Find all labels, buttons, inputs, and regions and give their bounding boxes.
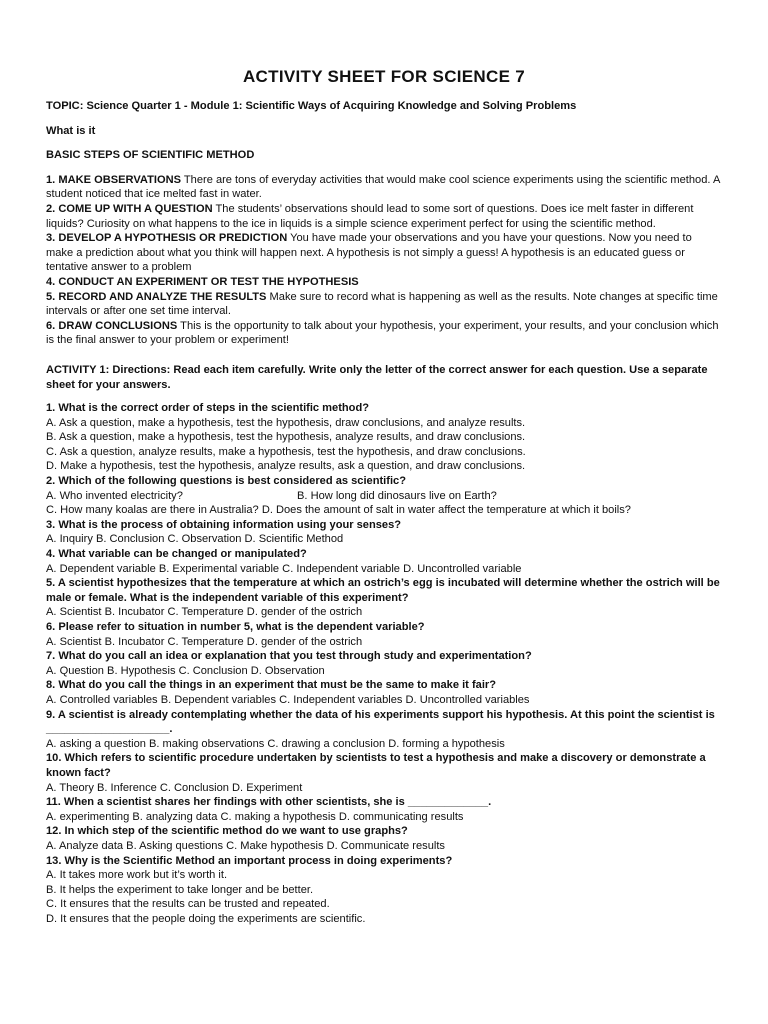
answer-option: A. Who invented electricity? xyxy=(46,489,183,502)
question-text: 1. What is the correct order of steps in the scientific method? xyxy=(46,402,370,415)
answer-option: A. Inquiry B. Conclusion C. Observation D. Scientific Method xyxy=(46,533,344,546)
answer-option: B. Ask a question, make a hypothesis, test the hypothesis, analyze results, and draw conclusions. xyxy=(46,431,526,444)
step-text: There are tons of everyday activities that would make cool science experiments using the scientific method. A student noticed that ice melted fast in water. xyxy=(46,173,720,201)
answer-option: C. It ensures that the results can be trusted and repeated. xyxy=(46,898,330,911)
step-text: You have made your observations and you have your questions. Now you need to make a prediction about what you think will happen next. A hypothesis is not simply a guess! A hypothesis is an educated guess or tentative answer to a problem xyxy=(46,232,692,274)
step-label: 2. COME UP WITH A QUESTION xyxy=(46,202,213,215)
activity-directions: ACTIVITY 1: Directions: Read each item carefully. Write only the letter of the correct answer for each question. Use a separate sheet for your answers. xyxy=(46,363,708,391)
question-text: 11. When a scientist shares her findings with other scientists, she is _____________. xyxy=(46,796,492,809)
answer-option: A. asking a question B. making observations C. drawing a conclusion D. forming a hypothesis xyxy=(46,737,505,750)
question-text: 2. Which of the following questions is best considered as scientific? xyxy=(46,475,406,488)
answer-option: B. It helps the experiment to take longer and be better. xyxy=(46,883,314,896)
topic-line: TOPIC: Science Quarter 1 - Module 1: Scientific Ways of Acquiring Knowledge and Solving Problems xyxy=(46,100,577,112)
step-label: 4. CONDUCT AN EXPERIMENT OR TEST THE HYPOTHESIS xyxy=(46,275,359,288)
answer-option: D. It ensures that the people doing the experiments are scientific. xyxy=(46,912,366,925)
question-text: 7. What do you call an idea or explanation that you test through study and experimentation? xyxy=(46,650,532,663)
answer-option: C. Ask a question, analyze results, make a hypothesis, test the hypothesis, and draw conclusions. xyxy=(46,445,526,458)
answer-option: A. Theory B. Inference C. Conclusion D. Experiment xyxy=(46,781,303,794)
answer-option: A. It takes more work but it’s worth it. xyxy=(46,869,228,882)
step-label: 3. DEVELOP A HYPOTHESIS OR PREDICTION xyxy=(46,232,288,245)
step-item xyxy=(46,290,722,319)
answer-option: A. Analyze data B. Asking questions C. Make hypothesis D. Communicate results xyxy=(46,839,445,852)
step-item xyxy=(46,202,722,231)
answer-option: A. Controlled variables B. Dependent variables C. Independent variables D. Uncontrolled variables xyxy=(46,693,530,706)
page-title: ACTIVITY SHEET FOR SCIENCE 7 xyxy=(242,67,526,86)
answer-option: D. Make a hypothesis, test the hypothesis, analyze results, ask a question, and draw conclusions. xyxy=(46,460,526,473)
step-label: 1. MAKE OBSERVATIONS xyxy=(46,173,181,186)
basic-steps-heading: BASIC STEPS OF SCIENTIFIC METHOD xyxy=(46,149,255,162)
step-item xyxy=(46,275,722,290)
what-is-it-heading: What is it xyxy=(46,124,96,137)
step-text: Make sure to record what is happening as well as the results. Note changes at specific time intervals or after one set time interval. xyxy=(46,290,718,318)
answer-option: A. Ask a question, make a hypothesis, test the hypothesis, draw conclusions, and analyze results. xyxy=(46,416,526,429)
question-text: 4. What variable can be changed or manipulated? xyxy=(46,548,307,561)
step-label: 6. DRAW CONCLUSIONS xyxy=(46,319,178,332)
step-item xyxy=(46,319,722,348)
question-text: 6. Please refer to situation in number 5, what is the dependent variable? xyxy=(46,621,425,633)
question-text: 10. Which refers to scientific procedure undertaken by scientists to test a hypothesis and make a discovery or demonstrate a known fact? xyxy=(46,752,706,779)
answer-option: A. Question B. Hypothesis C. Conclusion D. Observation xyxy=(46,664,325,677)
answer-option: A. Scientist B. Incubator C. Temperature D. gender of the ostrich xyxy=(46,635,363,648)
answer-option-row xyxy=(46,489,722,504)
answer-option: A. Scientist B. Incubator C. Temperature D. gender of the ostrich xyxy=(46,606,363,619)
question-text: 8. What do you call the things in an experiment that must be the same to make it fair? xyxy=(46,679,496,692)
steps-list xyxy=(46,173,722,348)
answer-option: A. experimenting B. analyzing data C. making a hypothesis D. communicating results xyxy=(46,810,464,823)
answer-option: C. How many koalas are there in Australia? D. Does the amount of salt in water affect the temperature at which it boils? xyxy=(46,504,631,517)
question-list xyxy=(46,401,722,926)
question-text: 3. What is the process of obtaining information using your senses? xyxy=(46,518,402,531)
question-text: 12. In which step of the scientific method do we want to use graphs? xyxy=(46,825,408,838)
question-text: 13. Why is the Scientific Method an important process in doing experiments? xyxy=(46,854,453,867)
step-item xyxy=(46,231,722,275)
document-body xyxy=(46,99,722,926)
question-text: 5. A scientist hypothesizes that the temperature at which an ostrich’s egg is incubated will determine whether the ostrich will be male or female. What is the independent variable of this experiment? xyxy=(46,577,720,604)
step-text: This is the opportunity to talk about your hypothesis, your experiment, your results, and your conclusion which is the final answer to your problem or experiment! xyxy=(46,319,719,347)
step-label: 5. RECORD AND ANALYZE THE RESULTS xyxy=(46,290,267,303)
question-text: 9. A scientist is already contemplating whether the data of his experiments support his hypothesis. At this point the scientist is ____________________. xyxy=(46,708,715,736)
answer-option: A. Dependent variable B. Experimental variable C. Independent variable D. Uncontrolled variable xyxy=(46,562,522,575)
step-text: The students’ observations should lead to some sort of questions. Does ice melt faster in different liquids? Curiosity on what happens to the ice in liquids is a simple science experiment perfect for using the scientific method. xyxy=(46,202,694,230)
answer-option: B. How long did dinosaurs live on Earth? xyxy=(297,489,497,502)
step-item xyxy=(46,173,722,202)
